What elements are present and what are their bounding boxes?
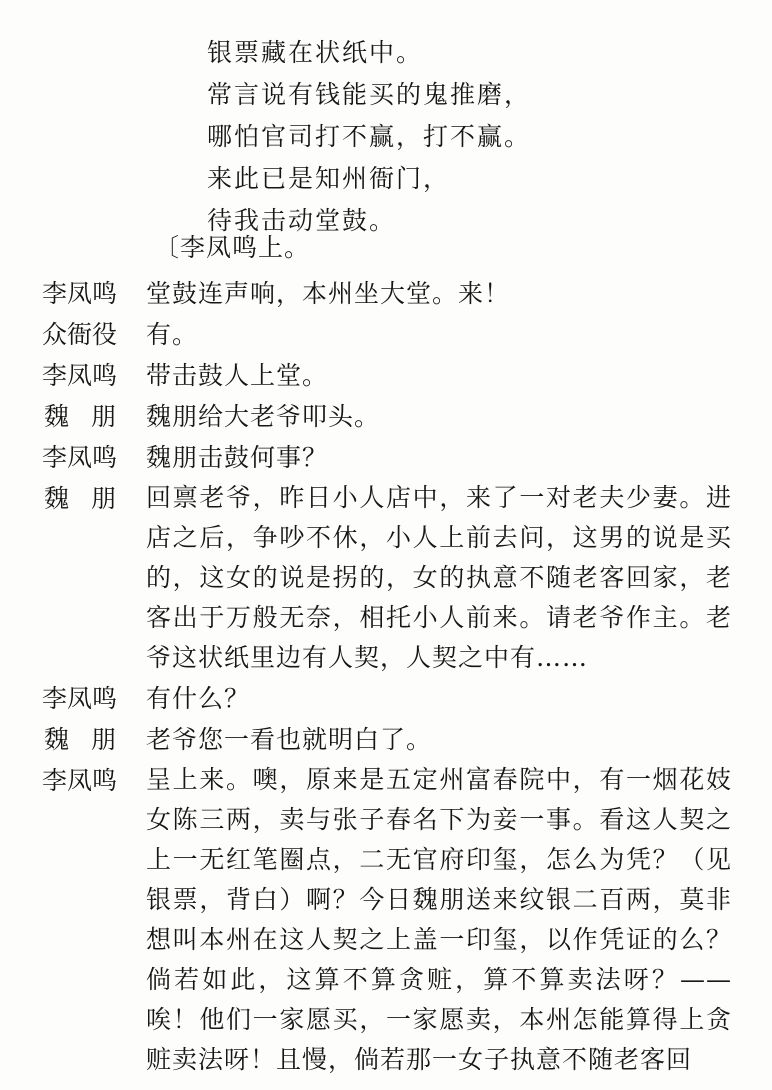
dialogue-text: 堂鼓连声响，本州坐大堂。来！ bbox=[146, 279, 511, 308]
speaker-name-char: 魏 bbox=[44, 725, 70, 754]
dialogue-entry bbox=[0, 678, 772, 719]
speaker-name bbox=[42, 719, 124, 760]
speaker-name-char: 朋 bbox=[90, 402, 116, 431]
dialogue-entry bbox=[0, 273, 772, 314]
dialogue-text: 有什么？ bbox=[146, 684, 251, 713]
verse-line: 常言说有钱能买的鬼推磨， bbox=[207, 80, 532, 109]
dialogue-entry bbox=[0, 314, 772, 355]
speaker-name: 李凤鸣 bbox=[42, 443, 118, 472]
verse-line: 待我击动堂鼓。 bbox=[207, 206, 397, 235]
dialogue-entry bbox=[0, 719, 772, 760]
dialogue-entry bbox=[0, 760, 772, 1080]
speaker-name-char: 魏 bbox=[44, 402, 70, 431]
dialogue-text: 老爷您一看也就明白了。 bbox=[146, 725, 433, 754]
dialogue-text: 魏朋给大老爷叩头。 bbox=[146, 402, 381, 431]
dialogue-text: 魏朋击鼓何事？ bbox=[146, 443, 329, 472]
dialogue-entry bbox=[0, 355, 772, 396]
dialogue-entry bbox=[0, 478, 772, 678]
dialogue-entry bbox=[0, 437, 772, 478]
speaker-name: 李凤鸣 bbox=[42, 279, 118, 308]
dialogue-text: 有。 bbox=[146, 320, 199, 349]
speaker-name: 李凤鸣 bbox=[42, 766, 118, 795]
speaker-name-char: 魏 bbox=[44, 484, 70, 513]
stage-direction: 〔李凤鸣上。 bbox=[154, 233, 311, 262]
dialogue-text: 回禀老爷，昨日小人店中，来了一对老夫少妻。进店之后，争吵不休，小人上前去问，这男的说是买的，这女的说是拐的，女的执意不随老客回家，老客出于万般无奈，相托小人前来。请老爷作主。老爷这状纸里边有人契，人契之中有…… bbox=[146, 483, 732, 672]
verse-line: 银票藏在状纸中。 bbox=[207, 38, 424, 67]
dialogue-text: 带击鼓人上堂。 bbox=[146, 361, 329, 390]
verse-line: 来此已是知州衙门， bbox=[207, 164, 451, 193]
dialogue-list bbox=[0, 273, 772, 1080]
speaker-name-char: 朋 bbox=[90, 484, 116, 513]
speaker-name: 众衙役 bbox=[42, 320, 118, 349]
dialogue-entry bbox=[0, 396, 772, 437]
speaker-name bbox=[42, 396, 124, 437]
speaker-name: 李凤鸣 bbox=[42, 361, 118, 390]
speaker-name bbox=[42, 478, 124, 678]
verse-block bbox=[207, 32, 531, 242]
speaker-name: 李凤鸣 bbox=[42, 684, 118, 713]
dialogue-text: 呈上来。噢，原来是五定州富春院中，有一烟花妓女陈三两，卖与张子春名下为妾一事。看这人契之上一无红笔圈点，二无官府印玺，怎么为凭？（见银票，背白）啊？今日魏朋送来纹银二百两，莫非想叫本州在这人契之上盖一印玺，以作凭证的么？倘若如此，这算不算贪赃，算不算卖法呀？——唉！他们一家愿买，一家愿卖，本州怎能算得上贪赃卖法呀！且慢，倘若那一女子执意不随老客回 bbox=[146, 765, 732, 1074]
speaker-name-char: 朋 bbox=[90, 725, 116, 754]
verse-line: 哪怕官司打不赢，打不赢。 bbox=[207, 122, 532, 151]
